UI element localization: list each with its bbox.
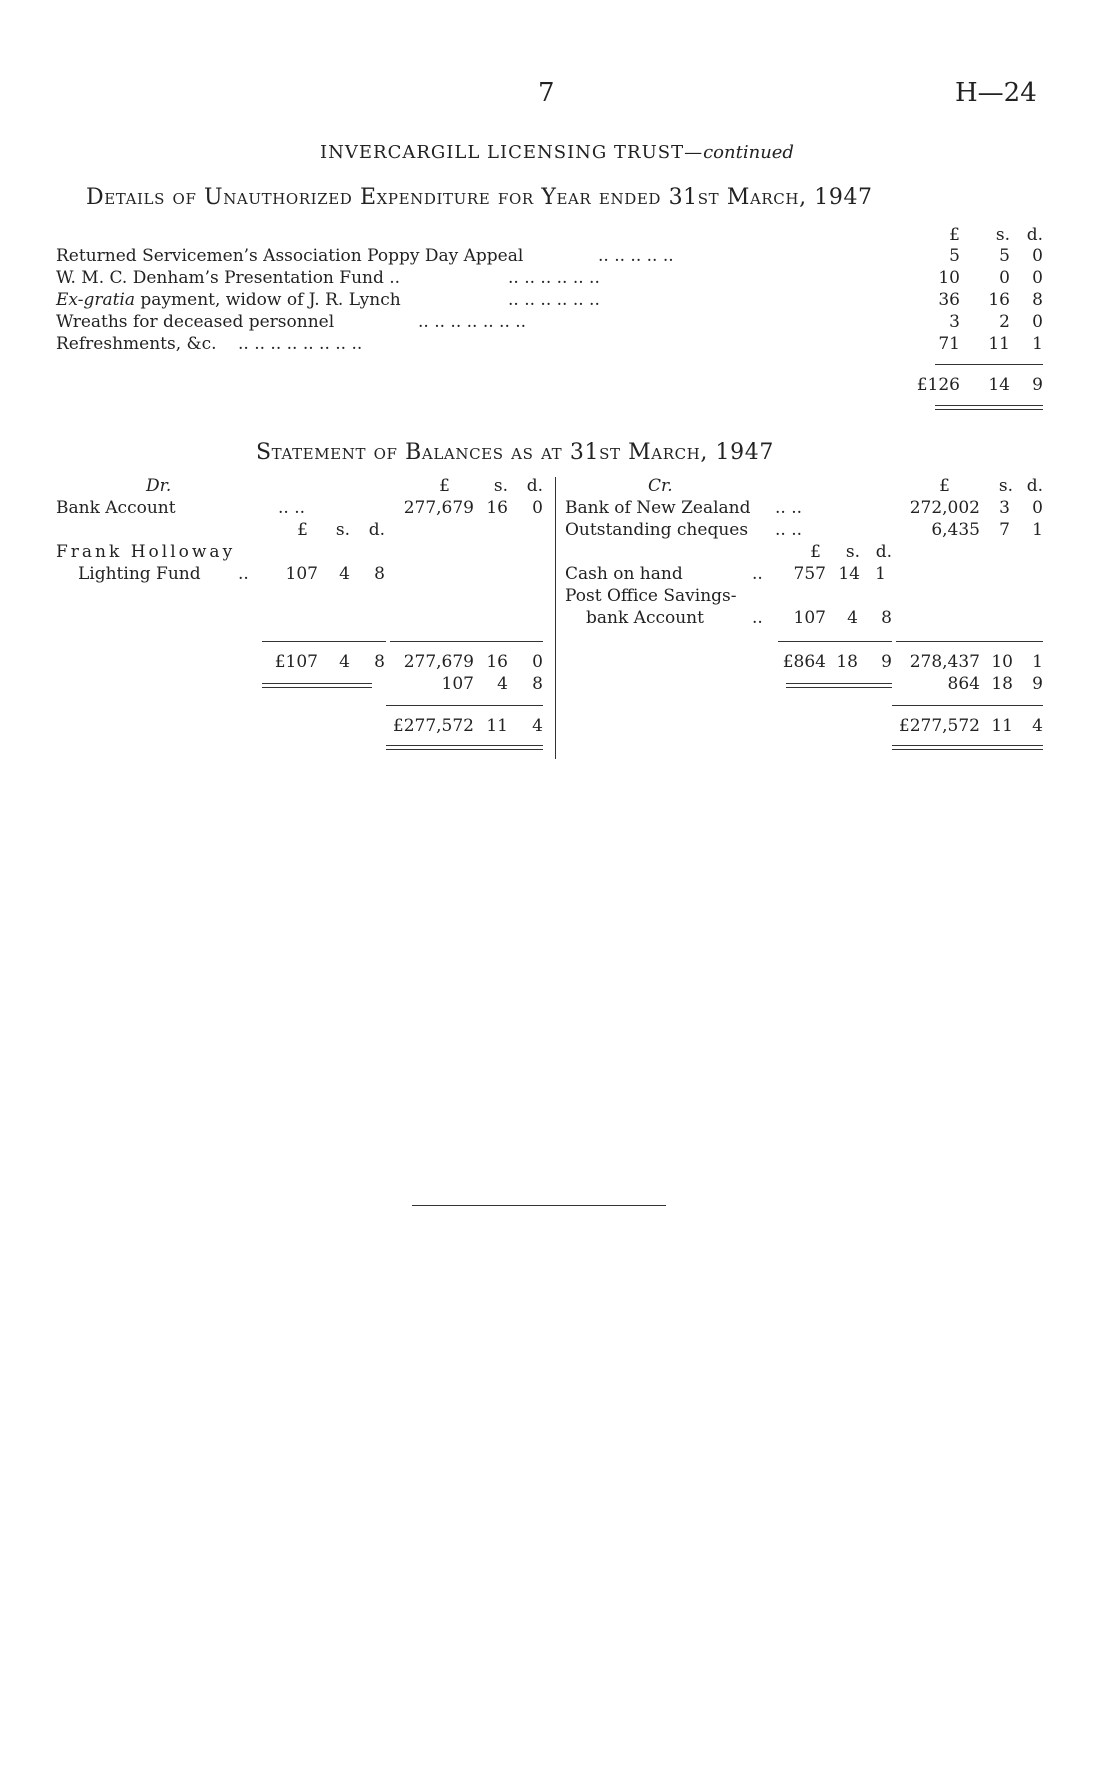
dr-bank-account-label: Bank Account bbox=[56, 498, 176, 518]
cr-subtotal-inner-pounds: £864 bbox=[782, 652, 826, 672]
dr-fund-shillings: 4 bbox=[339, 564, 350, 584]
cr-subtotal-rule-outer bbox=[896, 641, 1043, 642]
cr-cheques-label: Outstanding cheques bbox=[565, 520, 749, 540]
dr-col-pence: d. bbox=[526, 476, 543, 496]
details-row bbox=[56, 290, 401, 310]
dr-bank-account-pounds: 277,679 bbox=[403, 498, 474, 518]
details-row bbox=[56, 312, 334, 332]
details-leaders: .. .. .. .. .. bbox=[598, 246, 674, 266]
details-label: Wreaths for deceased personnel bbox=[56, 312, 335, 332]
cr-post-office-shillings: 4 bbox=[847, 608, 858, 628]
dr-col-shillings: s. bbox=[493, 476, 508, 496]
cr-subtotal-outer-pounds: 278,437 bbox=[909, 652, 980, 672]
details-leaders: .. .. .. .. .. .. bbox=[508, 290, 600, 310]
cr-total-pounds: £277,572 bbox=[898, 716, 980, 736]
details-col-shillings: s. bbox=[995, 225, 1010, 245]
cr-cash-leaders: .. bbox=[752, 564, 763, 584]
details-pence: 0 bbox=[1032, 268, 1043, 288]
cr-inner-double-rule bbox=[786, 683, 892, 688]
details-total-double-rule bbox=[935, 405, 1043, 410]
cr-subtotal-rule-inner bbox=[778, 641, 892, 642]
dr-fund-pounds: 107 bbox=[285, 564, 318, 584]
details-total-shillings: 14 bbox=[988, 375, 1010, 395]
details-pounds: 5 bbox=[949, 246, 960, 266]
cr-post-office-pounds: 107 bbox=[793, 608, 826, 628]
page-number: 7 bbox=[538, 78, 555, 108]
dr-total-pounds: £277,572 bbox=[392, 716, 474, 736]
details-total-rule bbox=[935, 364, 1043, 365]
cr-bank-nz-leaders: .. .. bbox=[775, 498, 803, 518]
dr-col-pounds: £ bbox=[439, 476, 450, 496]
details-label: W. M. C. Denham’s Presentation Fund .. bbox=[56, 268, 401, 288]
dr-sub-col-pence: d. bbox=[368, 520, 385, 540]
cr-bank-nz-pence: 0 bbox=[1032, 498, 1043, 518]
cr-subtotal-outer-shillings: 10 bbox=[991, 652, 1013, 672]
dr-subtotal-outer-pounds: 277,679 bbox=[403, 652, 474, 672]
dr-fund-label-1: Frank Holloway bbox=[56, 542, 236, 562]
details-leaders: .. .. .. .. .. .. .. .. bbox=[238, 334, 363, 354]
dr-subtotal-rule-outer bbox=[390, 641, 543, 642]
cr-sub-col-shillings: s. bbox=[845, 542, 860, 562]
cr-cash-pounds: 757 bbox=[793, 564, 826, 584]
cr-cheques-pounds: 6,435 bbox=[931, 520, 980, 540]
balances-divider bbox=[555, 477, 556, 759]
details-shillings: 16 bbox=[988, 290, 1010, 310]
dr-inner-double-rule bbox=[262, 683, 372, 688]
dr-label: Dr. bbox=[146, 476, 172, 496]
dr-total-pence: 4 bbox=[532, 716, 543, 736]
details-col-pounds: £ bbox=[949, 225, 960, 245]
details-shillings: 11 bbox=[988, 334, 1010, 354]
dr-bank-account-leaders: .. .. bbox=[278, 498, 306, 518]
cr-subtotal-inner-shillings: 18 bbox=[836, 652, 858, 672]
details-pounds: 3 bbox=[949, 312, 960, 332]
balances-heading: Statement of Balances as at 31st March, 1947 bbox=[256, 440, 774, 465]
details-label-italic: Ex-gratia bbox=[56, 290, 135, 310]
cr-less-pence: 9 bbox=[1032, 674, 1043, 694]
dr-subtotal-rule-inner bbox=[262, 641, 386, 642]
dr-less-pence: 8 bbox=[532, 674, 543, 694]
details-pounds: 36 bbox=[938, 290, 960, 310]
details-total-pounds: £126 bbox=[916, 375, 960, 395]
cr-cash-pence: 1 bbox=[875, 564, 886, 584]
dr-less-pounds: 107 bbox=[441, 674, 474, 694]
details-leaders: .. .. .. .. .. .. bbox=[508, 268, 600, 288]
cr-less-shillings: 18 bbox=[991, 674, 1013, 694]
trust-title bbox=[0, 142, 1114, 163]
dr-less-shillings: 4 bbox=[497, 674, 508, 694]
details-pence: 0 bbox=[1032, 246, 1043, 266]
details-row bbox=[56, 268, 400, 288]
details-shillings: 5 bbox=[999, 246, 1010, 266]
dr-sub-col-shillings: s. bbox=[335, 520, 350, 540]
dr-total-rule bbox=[386, 705, 543, 706]
cr-post-office-label-1: Post Office Savings- bbox=[565, 586, 737, 606]
cr-total-double-rule bbox=[892, 745, 1043, 750]
trust-title-continued: continued bbox=[703, 142, 794, 163]
details-pounds: 10 bbox=[938, 268, 960, 288]
cr-bank-nz-label: Bank of New Zealand bbox=[565, 498, 751, 518]
cr-col-shillings: s. bbox=[998, 476, 1013, 496]
cr-sub-col-pence: d. bbox=[875, 542, 892, 562]
dr-total-double-rule bbox=[386, 745, 543, 750]
dr-fund-leaders: .. bbox=[238, 564, 249, 584]
details-leaders: .. .. .. .. .. .. .. bbox=[418, 312, 527, 332]
details-col-pence: d. bbox=[1026, 225, 1043, 245]
details-row bbox=[56, 334, 217, 354]
details-heading: Details of Unauthorized Expenditure for Year ended 31st March, 1947 bbox=[86, 185, 873, 210]
cr-less-pounds: 864 bbox=[947, 674, 980, 694]
details-shillings: 0 bbox=[999, 268, 1010, 288]
details-label: Returned Servicemen’s Association Poppy Day Appeal bbox=[56, 246, 524, 266]
dr-sub-col-pounds: £ bbox=[297, 520, 308, 540]
cr-post-office-pence: 8 bbox=[881, 608, 892, 628]
cr-subtotal-outer-pence: 1 bbox=[1032, 652, 1043, 672]
details-label: payment, widow of J. R. Lynch bbox=[135, 290, 401, 310]
details-total-pence: 9 bbox=[1032, 375, 1043, 395]
cr-sub-col-pounds: £ bbox=[810, 542, 821, 562]
dr-subtotal-outer-pence: 0 bbox=[532, 652, 543, 672]
cr-cheques-leaders: .. .. bbox=[775, 520, 803, 540]
details-pence: 8 bbox=[1032, 290, 1043, 310]
dr-bank-account-pence: 0 bbox=[532, 498, 543, 518]
dr-subtotal-inner-shillings: 4 bbox=[339, 652, 350, 672]
doc-code: H—24 bbox=[955, 78, 1037, 108]
dr-subtotal-inner-pounds: £107 bbox=[274, 652, 318, 672]
cr-bank-nz-pounds: 272,002 bbox=[909, 498, 980, 518]
dr-bank-account-shillings: 16 bbox=[486, 498, 508, 518]
details-pence: 0 bbox=[1032, 312, 1043, 332]
cr-post-office-label-2: bank Account bbox=[586, 608, 704, 628]
cr-col-pence: d. bbox=[1026, 476, 1043, 496]
dr-subtotal-outer-shillings: 16 bbox=[486, 652, 508, 672]
cr-label: Cr. bbox=[648, 476, 673, 496]
cr-cheques-shillings: 7 bbox=[999, 520, 1010, 540]
dr-fund-pence: 8 bbox=[374, 564, 385, 584]
dr-fund-label-2: Lighting Fund bbox=[78, 564, 201, 584]
cr-total-shillings: 11 bbox=[991, 716, 1013, 736]
cr-total-pence: 4 bbox=[1032, 716, 1043, 736]
cr-cash-label: Cash on hand bbox=[565, 564, 683, 584]
cr-post-office-leaders: .. bbox=[752, 608, 763, 628]
cr-cash-shillings: 14 bbox=[838, 564, 860, 584]
details-label: Refreshments, &c. bbox=[56, 334, 217, 354]
cr-subtotal-inner-pence: 9 bbox=[881, 652, 892, 672]
footer-rule bbox=[412, 1205, 666, 1206]
details-row bbox=[56, 246, 523, 266]
dr-subtotal-inner-pence: 8 bbox=[374, 652, 385, 672]
details-pence: 1 bbox=[1032, 334, 1043, 354]
cr-col-pounds: £ bbox=[939, 476, 950, 496]
cr-bank-nz-shillings: 3 bbox=[999, 498, 1010, 518]
dr-total-shillings: 11 bbox=[486, 716, 508, 736]
cr-total-rule bbox=[892, 705, 1043, 706]
cr-cheques-pence: 1 bbox=[1032, 520, 1043, 540]
trust-title-main: INVERCARGILL LICENSING TRUST— bbox=[320, 142, 704, 163]
details-shillings: 2 bbox=[999, 312, 1010, 332]
details-pounds: 71 bbox=[938, 334, 960, 354]
